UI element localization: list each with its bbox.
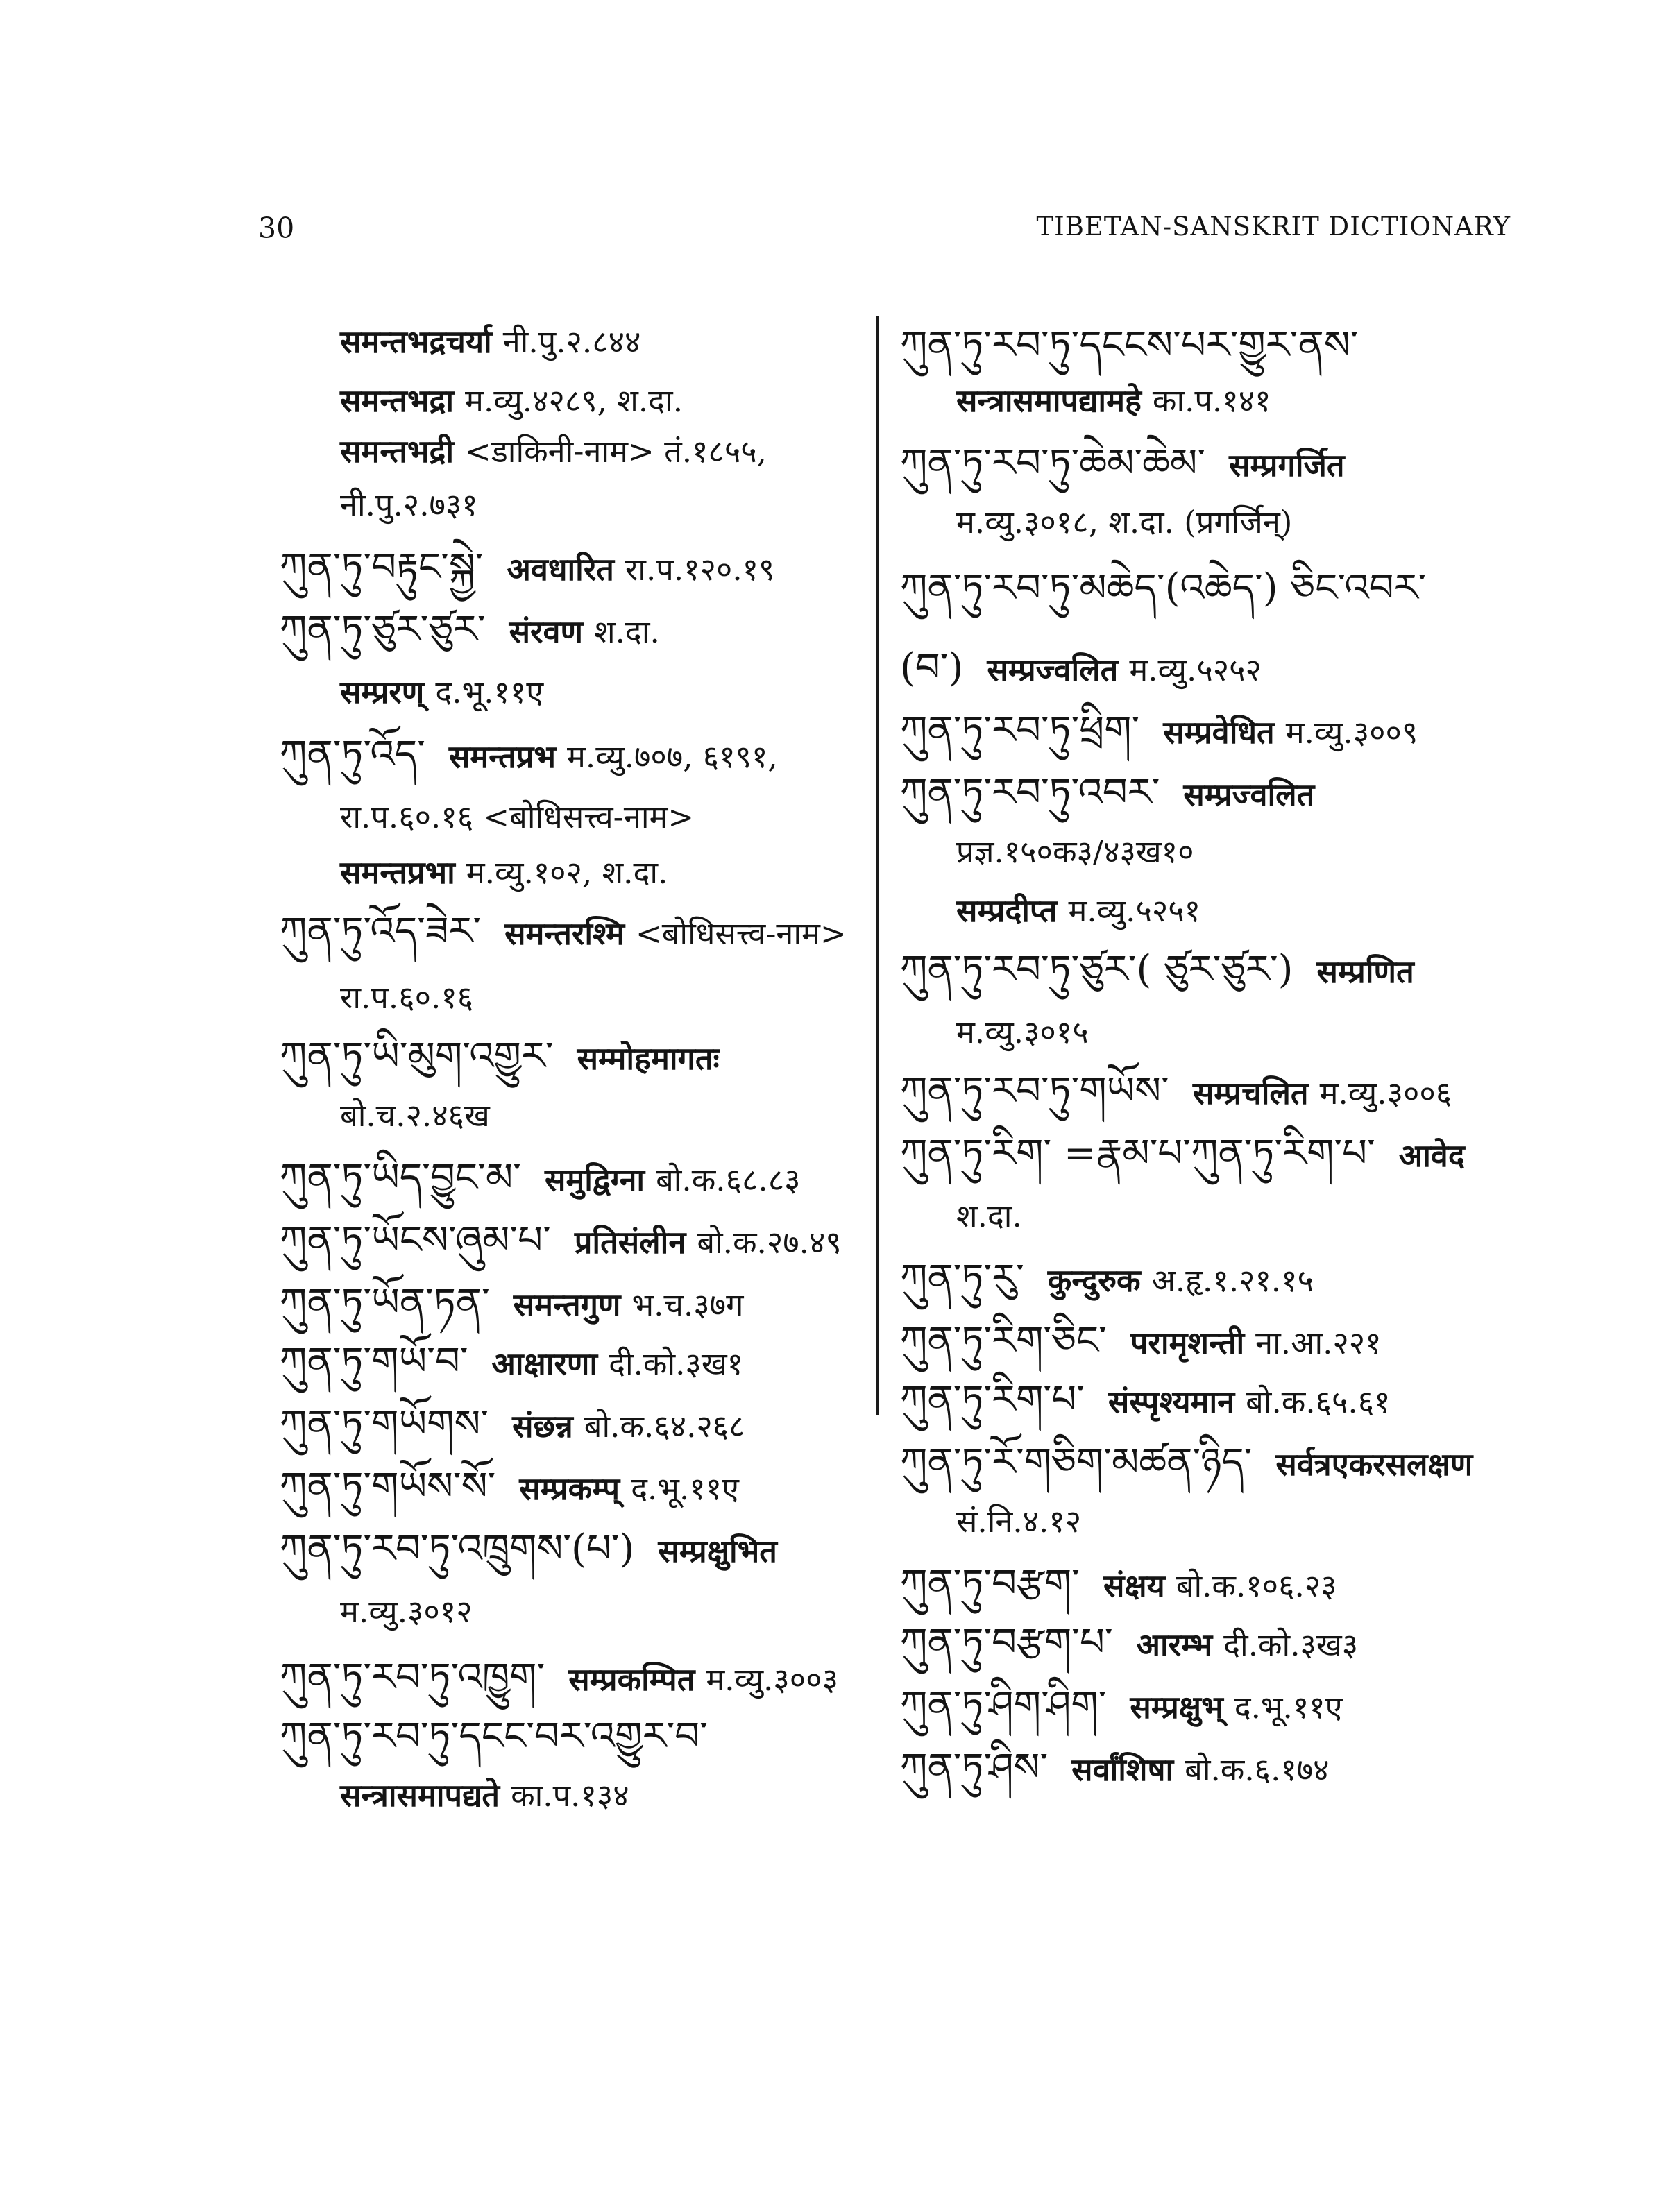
- sanskrit-equivalent: संक्षय: [1103, 1567, 1165, 1604]
- tibetan-headword: ཀུན་ཏུ་རབ་ཏུ་གཡོས་: [900, 1069, 1169, 1114]
- tibetan-headword: ཀུན་ཏུ་འོད་: [280, 732, 425, 777]
- tibetan-headword: ཀུན་ཏུ་ཡིད་བྱུང་མ་: [280, 1155, 521, 1200]
- tibetan-headword: ཀུན་ཏུ་ཙུར་ཙུར་: [280, 607, 486, 652]
- dictionary-entry: [956, 1200, 1022, 1232]
- dictionary-entry: [900, 1131, 1476, 1176]
- dictionary-entry: [900, 1561, 1337, 1606]
- sanskrit-equivalent: सम्प्रवेधित: [1163, 714, 1275, 751]
- dictionary-entry: [280, 1402, 745, 1447]
- dictionary-entry: [956, 1503, 1082, 1540]
- source-reference: बो.क.२७.४९: [697, 1224, 842, 1261]
- source-reference: रा.प.६०.१६ <बोधिसत्त्व-नाम>: [340, 799, 695, 835]
- sanskrit-equivalent: कुन्दुरुक: [1047, 1262, 1141, 1299]
- tibetan-headword: ཀུན་ཏུ་བརྟུང་སྐྱེ་: [280, 545, 484, 590]
- tibetan-headword: ཀུན་ཏུ་རབ་ཏུ་ཕྲིག་: [900, 708, 1140, 753]
- dictionary-entry: [280, 1034, 731, 1079]
- sanskrit-equivalent: समन्तगुण: [513, 1286, 621, 1323]
- sanskrit-equivalent: समुद्विग्ना: [544, 1162, 645, 1198]
- source-reference: रा.प.६०.१६: [340, 979, 474, 1016]
- sanskrit-equivalent: समन्तभद्रचर्या: [340, 323, 492, 360]
- sanskrit-equivalent: आरम्भ: [1136, 1626, 1213, 1663]
- sanskrit-equivalent: सम्प्रज्वलित: [1183, 776, 1315, 813]
- dictionary-entry: [900, 1620, 1359, 1665]
- source-reference: नी.पु.२.७३१: [340, 486, 478, 523]
- source-reference: द.भू.११ए: [1234, 1689, 1343, 1726]
- sanskrit-equivalent: सम्प्रणित: [1316, 953, 1414, 990]
- tibetan-headword: ཀུན་ཏུ་གཡོགས་: [280, 1402, 489, 1447]
- source-reference: म.व्यु.३०१२: [340, 1593, 473, 1630]
- source-reference: म.व्यु.३००९: [1285, 714, 1418, 751]
- source-reference: प्रज्ञ.१५०क३/४३ख१०: [956, 833, 1194, 870]
- tibetan-headword: ཀུན་ཏུ་བརྩག་པ་: [900, 1620, 1113, 1665]
- sanskrit-equivalent: सर्वांशिषा: [1071, 1751, 1174, 1788]
- dictionary-entry: [900, 323, 1382, 368]
- source-reference: रा.प.१२०.१९: [625, 551, 775, 588]
- dictionary-entry: [280, 1280, 744, 1325]
- source-reference: म.व्यु.७०७, ६१९१,: [566, 738, 778, 775]
- source-reference: म.व्यु.३०१८, श.दा. (प्रगर्जिन्): [956, 504, 1293, 541]
- dictionary-entry: [340, 1777, 629, 1814]
- tibetan-headword: ཀུན་ཏུ་རབ་ཏུ་འབར་: [900, 770, 1160, 815]
- source-reference: द.भू.११ए: [631, 1470, 739, 1507]
- source-reference: म.व्यु.४२८९, श.दा.: [465, 382, 684, 419]
- running-head: TIBETAN-SANSKRIT DICTIONARY: [1036, 212, 1511, 241]
- source-reference: अ.हृ.१.२१.१५: [1151, 1262, 1314, 1299]
- sanskrit-equivalent: सम्प्ररण्: [340, 674, 425, 711]
- dictionary-entry: [340, 854, 668, 891]
- source-reference: म.व्यु.३०१५: [956, 1014, 1089, 1050]
- dictionary-entry: [280, 1339, 744, 1384]
- dictionary-entry: [280, 1218, 842, 1263]
- source-reference: श.दा.: [594, 613, 660, 650]
- source-reference: बो.क.६५.६१: [1246, 1384, 1391, 1420]
- dictionary-entry: [280, 909, 847, 954]
- tibetan-headword: ཀུན་ཏུ་རབ་ཏུ་དངང་བར་འགྱུར་བ་: [280, 1714, 708, 1759]
- tibetan-headword: ཀུན་ཏུ་རིག་པ་: [900, 1377, 1085, 1422]
- dictionary-entry: [340, 1593, 473, 1630]
- tibetan-headword: ཀུན་ཏུ་རུ་: [900, 1256, 1024, 1301]
- sanskrit-equivalent: समन्तप्रभ: [448, 738, 556, 775]
- source-reference: बो.क.१०६.२३: [1176, 1567, 1337, 1604]
- dictionary-entry: [900, 708, 1418, 753]
- dictionary-entry: [280, 1155, 801, 1200]
- tibetan-headword: ཀུན་ཏུ་རིག་ཅིང་: [900, 1318, 1107, 1363]
- source-reference: म.व्यु.१०२, श.दा.: [466, 854, 668, 891]
- sanskrit-equivalent: समन्तभद्रा: [340, 382, 455, 419]
- dictionary-entry: [900, 1745, 1330, 1790]
- sanskrit-equivalent: समन्तप्रभा: [340, 854, 455, 891]
- dictionary-entry: [280, 545, 775, 590]
- dictionary-entry: [280, 732, 778, 777]
- source-reference: सं.नि.४.१२: [956, 1503, 1082, 1540]
- tibetan-headword: ཀུན་ཏུ་འོད་ཟེར་: [280, 909, 482, 954]
- tibetan-headword: ཀུན་ཏུ་རོ་གཅིག་མཚན་ཉིད་: [900, 1440, 1253, 1485]
- source-reference: बो.क.६४.२६८: [584, 1408, 745, 1445]
- source-reference: म.व्यु.५२५२: [1129, 652, 1262, 688]
- source-reference: दी.को.३ख३: [1223, 1626, 1359, 1663]
- sanskrit-equivalent: परामृशन्ती: [1130, 1325, 1245, 1361]
- dictionary-entry: [956, 1016, 1089, 1048]
- sanskrit-equivalent: समन्तभद्री: [340, 433, 455, 470]
- page-number: 30: [258, 212, 295, 245]
- source-reference: भ.च.३७ग: [631, 1286, 744, 1323]
- dictionary-entry: [900, 441, 1356, 486]
- sanskrit-equivalent: संस्पृश्यमान: [1108, 1384, 1235, 1420]
- tibetan-headword: ཀུན་ཏུ་རབ་ཏུ་འཁྲུགས་(པ་): [280, 1526, 635, 1572]
- dictionary-entry: [900, 947, 1425, 992]
- dictionary-entry: [280, 1464, 739, 1509]
- sanskrit-equivalent: आवेद: [1398, 1137, 1465, 1174]
- dictionary-entry: [956, 892, 1201, 929]
- source-reference: नी.पु.२.८४४: [502, 323, 641, 360]
- dictionary-entry: [956, 382, 1271, 419]
- sanskrit-equivalent: सर्वत्रएकरसलक्षण: [1275, 1446, 1473, 1483]
- dictionary-entry: [900, 565, 1450, 611]
- source-reference: म.व्यु.५२५१: [1068, 892, 1201, 929]
- source-reference: श.दा.: [956, 1198, 1022, 1234]
- dictionary-entry: [280, 607, 660, 652]
- source-reference: का.प.१४१: [1152, 382, 1271, 419]
- dictionary-entry: [340, 801, 694, 833]
- dictionary-entry: [340, 1097, 490, 1134]
- sanskrit-equivalent: सन्त्रासमापद्यामहे: [956, 382, 1142, 419]
- source-reference: ना.आ.२२१: [1255, 1325, 1382, 1361]
- tibetan-headword: ཀུན་ཏུ་རབ་ཏུ་འཁྱུག་: [280, 1655, 545, 1700]
- sanskrit-equivalent: सम्मोहमागतः: [577, 1040, 720, 1077]
- dictionary-entry: [900, 1683, 1343, 1728]
- tibetan-headword: ཀུན་ཏུ་ཤིས་: [900, 1745, 1049, 1790]
- sanskrit-equivalent: सम्प्रगर्जित: [1229, 447, 1345, 484]
- tibetan-headword: ཀུན་ཏུ་ཡི་མུག་འགྱུར་: [280, 1034, 554, 1079]
- source-reference: का.प.१३४: [511, 1777, 629, 1814]
- source-reference: द.भू.११ए: [435, 674, 544, 711]
- source-reference: बो.च.२.४६ख: [340, 1097, 490, 1134]
- tibetan-headword: ཀུན་ཏུ་རབ་ཏུ་དངངས་པར་གྱུར་ནས་: [900, 323, 1359, 368]
- source-reference: दी.को.३ख१: [609, 1345, 744, 1382]
- dictionary-entry: [900, 1256, 1314, 1301]
- tibetan-headword: ཀུན་ཏུ་ཤིག་ཤིག་: [900, 1683, 1107, 1728]
- sanskrit-equivalent: संछन्न: [512, 1408, 573, 1445]
- sanskrit-equivalent: सम्प्रज्वलित: [987, 652, 1119, 688]
- source-reference: <डाकिनी-नाम> तं.१८५५,: [465, 433, 767, 470]
- tibetan-headword: ཀུན་ཏུ་གཡོས་སོ་: [280, 1464, 496, 1509]
- source-reference: <बोधिसत्त्व-नाम>: [636, 915, 847, 952]
- dictionary-entry: [340, 674, 544, 711]
- tibetan-headword: ཀུན་ཏུ་ཡོན་ཏན་: [280, 1280, 490, 1325]
- sanskrit-equivalent: प्रतिसंलीन: [574, 1224, 686, 1261]
- dictionary-entry: [956, 833, 1194, 870]
- dictionary-entry: [900, 645, 1262, 690]
- dictionary-entry: [900, 1440, 1484, 1485]
- dictionary-entry: [280, 1714, 731, 1759]
- dictionary-entry: [340, 323, 641, 360]
- sanskrit-equivalent: सम्प्रकम्पित: [568, 1661, 695, 1698]
- sanskrit-equivalent: सम्प्रकम्प्: [519, 1470, 620, 1507]
- dictionary-entry: [280, 1655, 838, 1700]
- dictionary-entry: [340, 433, 767, 470]
- sanskrit-equivalent: सम्प्रक्षुभ्: [1130, 1689, 1223, 1726]
- sanskrit-equivalent: अवधारित: [507, 551, 614, 588]
- sanskrit-equivalent: संरवण: [509, 613, 584, 650]
- sanskrit-equivalent: समन्तरश्मि: [504, 915, 625, 952]
- tibetan-headword: ཀུན་ཏུ་རིག་ =རྣམ་པ་ཀུན་ཏུ་རིག་པ་: [900, 1131, 1375, 1176]
- dictionary-entry: [900, 1318, 1382, 1363]
- sanskrit-equivalent: सन्त्रासमापद्यते: [340, 1777, 500, 1814]
- source-reference: बो.क.६.१७४: [1185, 1751, 1330, 1788]
- tibetan-headword: ཀུན་ཏུ་རབ་ཏུ་ཙུར་( ཙུར་ཙུར་): [900, 947, 1293, 992]
- dictionary-entry: [900, 770, 1325, 815]
- sanskrit-equivalent: सम्प्रक्षुभित: [658, 1533, 777, 1569]
- dictionary-entry: [900, 1069, 1452, 1114]
- dictionary-entry: [340, 979, 474, 1016]
- tibetan-headword: ཀུན་ཏུ་བརྩག་: [900, 1561, 1080, 1606]
- tibetan-headword: ཀུན་ཏུ་ཡོངས་ཞུམ་པ་: [280, 1218, 551, 1263]
- tibetan-headword: ཀུན་ཏུ་གཡོ་བ་: [280, 1339, 468, 1384]
- sanskrit-equivalent: सम्प्रदीप्त: [956, 892, 1058, 929]
- dictionary-entry: [340, 486, 478, 523]
- source-reference: म.व्यु.३००६: [1319, 1075, 1452, 1112]
- tibetan-headword: ཀུན་ཏུ་རབ་ཏུ་ཆེམ་ཆེམ་: [900, 441, 1206, 486]
- column-divider: [876, 316, 879, 1415]
- tibetan-headword: ཀུན་ཏུ་རབ་ཏུ་མཆེད་(འཆེད་) ཅིང་འབར་: [900, 565, 1427, 611]
- tibetan-headword: (བ་): [900, 645, 964, 690]
- dictionary-entry: [280, 1526, 788, 1572]
- dictionary-entry: [340, 382, 684, 419]
- dictionary-entry: [956, 504, 1293, 541]
- sanskrit-equivalent: आक्षारणा: [491, 1345, 598, 1382]
- source-reference: बो.क.६८.८३: [656, 1162, 801, 1198]
- source-reference: म.व्यु.३००३: [706, 1661, 838, 1698]
- sanskrit-equivalent: सम्प्रचलित: [1192, 1075, 1309, 1112]
- dictionary-entry: [900, 1377, 1391, 1422]
